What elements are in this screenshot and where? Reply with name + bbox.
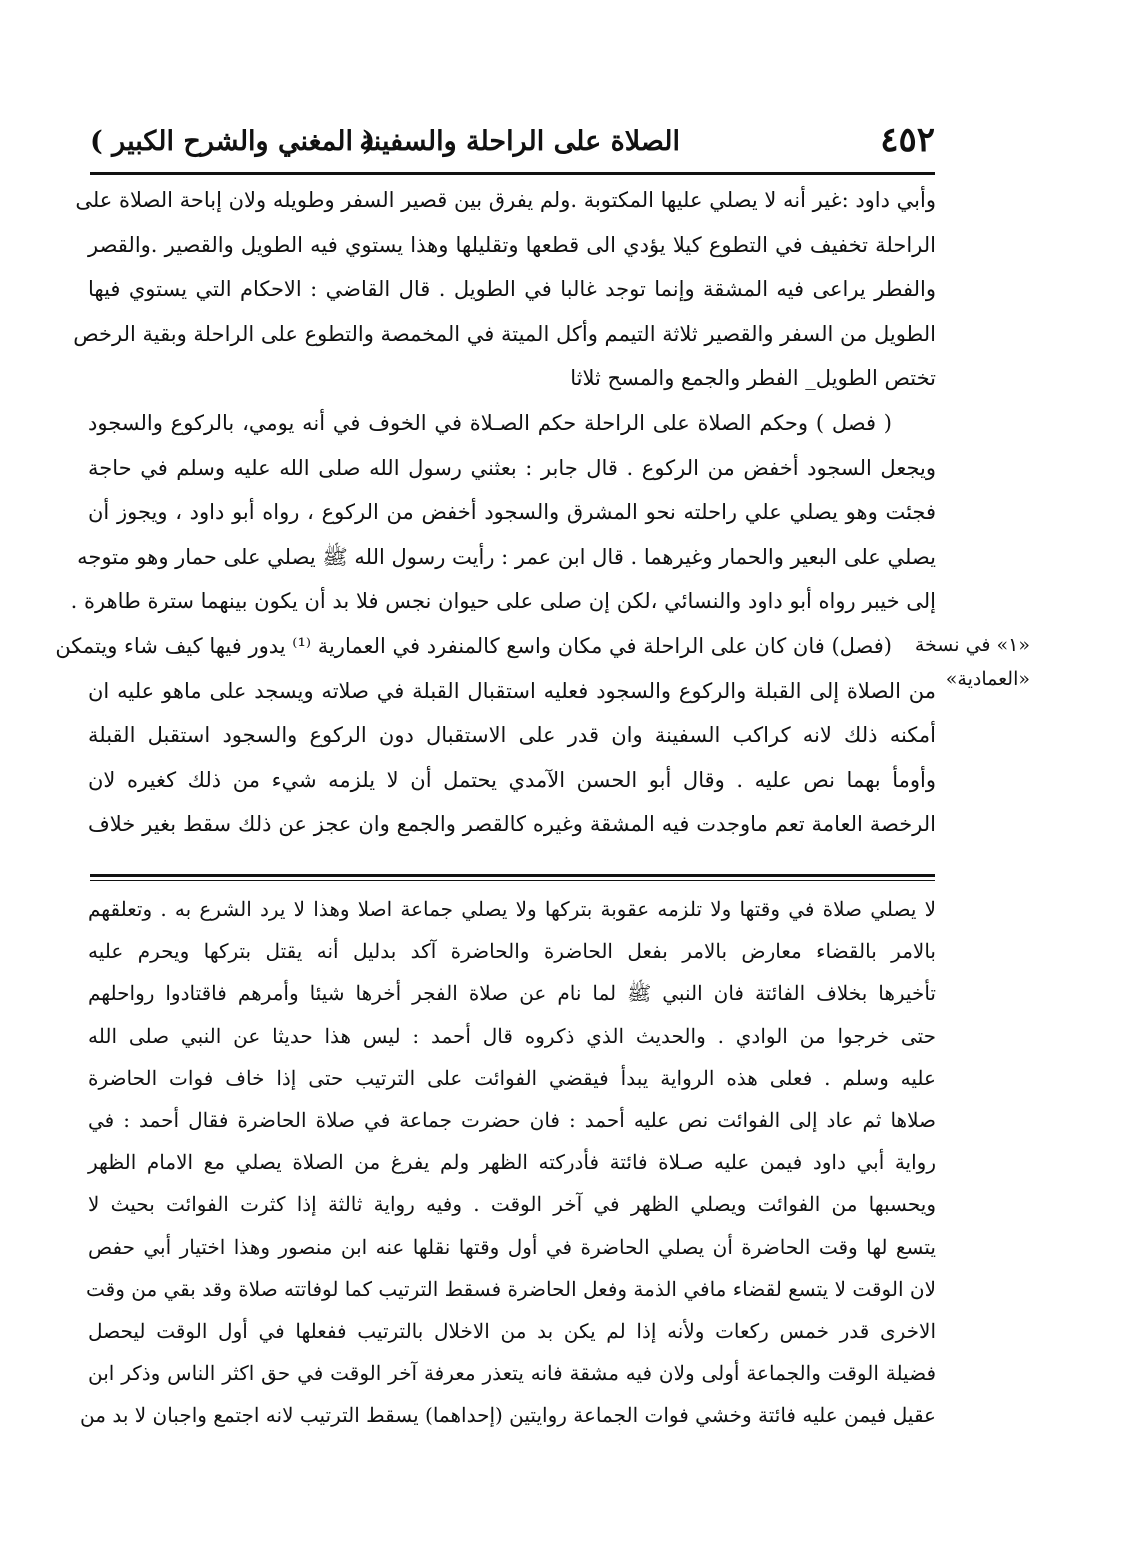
margin-note-line: «١» في نسخة bbox=[914, 634, 1030, 656]
footnote-line: عقيل فيمن عليه فائتة وخشي فوات الجماعة روايتين (إحداهما) يسقط الترتيب لانه اجتمع واجبان لا بد من bbox=[80, 1403, 936, 1428]
text-line: والفطر يراعى فيه المشقة وإنما توجد غالبا في الطويل . قال القاضي : الاحكام التي يستوي فيها bbox=[88, 277, 936, 302]
footnote-line: عليه وسلم . فعلى هذه الرواية يبدأ فيقضي الفوائت على الترتيب حتى إذا خاف فوات الحاضرة bbox=[88, 1065, 936, 1090]
footnote-line: ويحسبها من الفوائت ويصلي الظهر في آخر الوقت . وفيه رواية ثالثة إذا كثرت الفوائت بحيث لا bbox=[88, 1192, 936, 1217]
text-line: يصلي على البعير والحمار وغيرهما . قال ابن عمر : رأيت رسول الله ﷺ يصلي على حمار وهو متوجه bbox=[77, 544, 936, 569]
footnote-line: صلاها ثم عاد إلى الفوائت نص عليه أحمد : فان حضرت جماعة في صلاة الحاضرة فقال أحمد : في bbox=[88, 1107, 936, 1132]
footnote-line: لا يصلي صلاة في وقتها ولا تلزمه عقوبة بتركها ولا يصلي جماعة اصلا وهذا لا يرد الشرع به . وتعلقهم bbox=[88, 897, 936, 921]
header-rule bbox=[90, 172, 935, 175]
text-line: الراحلة تخفيف في التطوع كيلا يؤدي الى قطعها وتقليلها وهذا يستوي فيه الطويل والقصير .والقصر bbox=[88, 232, 936, 257]
text-line: ويجعل السجود أخفض من الركوع . قال جابر : بعثني رسول الله صلى الله عليه وسلم في حاجة bbox=[88, 455, 936, 480]
footnote-line: رواية أبي داود فيمن عليه صـلاة فائتة فأدركته الظهر ولم يفرغ من الصلاة يصلي مع الامام الظهر bbox=[88, 1150, 936, 1175]
text-line: أمكنه ذلك لانه كراكب السفينة وان قدر على الاستقبال دون الركوع والسجود استقبل القبلة bbox=[88, 723, 936, 748]
text-line: إلى خيبر رواه أبو داود والنسائي ،لكن إن صلى على حيوان نجس فلا بد أن يكون بينهما سترة طاهرة . bbox=[70, 589, 936, 614]
footnote-text bbox=[80, 888, 936, 1436]
footnote-line: بالامر بالقضاء معارض بالامر بفعل الحاضرة والحاضرة آكد بدليل أنه يقتل بتركها ويحرم عليه bbox=[88, 939, 936, 964]
page-number: ٤٥٢ bbox=[880, 120, 935, 160]
footnote-rule-thin bbox=[90, 880, 935, 881]
text-line: وأبي داود :غير أنه لا يصلي عليها المكتوبة .ولم يفرق بين قصير السفر وطويله ولان إباحة الصلاة على bbox=[75, 188, 936, 212]
page-header bbox=[90, 120, 935, 168]
text-line: (فصل) فان كان على الراحلة في مكان واسع كالمنفرد في العمارية ⁽¹⁾ يدور فيها كيف شاء ويتمكن bbox=[55, 633, 892, 658]
text-line: وأومأ بهما نص عليه . وقال أبو الحسن الآمدي يحتمل أن لا يلزمه شيء من ذلك كغيره لان bbox=[88, 767, 936, 792]
footnote-line: فضيلة الوقت والجماعة أولى ولان فيه مشقة فانه يتعذر معرفة آخر الوقت في حق اكثر الناس وذكر ابن bbox=[88, 1361, 936, 1386]
book-title: ( المغني والشرح الكبير ) bbox=[90, 126, 376, 157]
text-line: الرخصة العامة تعم ماوجدت فيه المشقة وغيره كالقصر والجمع وان عجز عن ذلك سقط بغير خلاف bbox=[88, 812, 936, 837]
main-text bbox=[55, 178, 936, 847]
chapter-title: الصلاة على الراحلة والسفينة bbox=[359, 126, 680, 157]
footnote-line: الاخرى قدر خمس ركعات ولأنه إذا لم يكن بد من الاخلال بالترتيب ففعلها في أول الوقت ليحصل bbox=[88, 1318, 936, 1343]
footnote-line: حتى خرجوا من الوادي . والحديث الذي ذكروه قال أحمد : ليس هذا حديثا عن النبي صلى الله bbox=[88, 1023, 936, 1048]
text-line: من الصلاة إلى القبلة والركوع والسجود فعليه استقبال القبلة في صلاته ويسجد على ماهو عليه ان bbox=[88, 678, 936, 703]
footnote-line: يتسع لها وقت الحاضرة أن يصلي الحاضرة في أول وقتها نقلها عنه ابن منصور وهذا اختيار أبي حفص bbox=[88, 1234, 936, 1259]
text-line: تختص الطويل_ الفطر والجمع والمسح ثلاثا bbox=[570, 366, 936, 391]
text-line: ( فصل ) وحكم الصلاة على الراحلة حكم الصـلاة في الخوف في أنه يومي، بالركوع والسجود bbox=[88, 410, 892, 435]
text-line: فجئت وهو يصلي علي راحلته نحو المشرق والسجود أخفض من الركوع ، رواه أبو داود ، ويجوز أن bbox=[88, 500, 936, 525]
footnote-line: لان الوقت لا يتسع لقضاء مافي الذمة وفعل الحاضرة فسقط الترتيب كما لوفاتته صلاة وقد بقي من وقت bbox=[86, 1276, 936, 1301]
footnote-line: تأخيرها بخلاف الفائتة فان النبي ﷺ لما نام عن صلاة الفجر أخرها شيئا وأمرهم فاقتادوا رواحلهم bbox=[88, 981, 936, 1006]
margin-note-line: «العمادية» bbox=[945, 668, 1030, 690]
footnote-rule bbox=[90, 874, 935, 877]
margin-note bbox=[905, 628, 1030, 696]
text-line: الطويل من السفر والقصير ثلاثة التيمم وأكل الميتة في المخمصة والتطوع على الراحلة وبقية الرخص bbox=[73, 321, 936, 346]
